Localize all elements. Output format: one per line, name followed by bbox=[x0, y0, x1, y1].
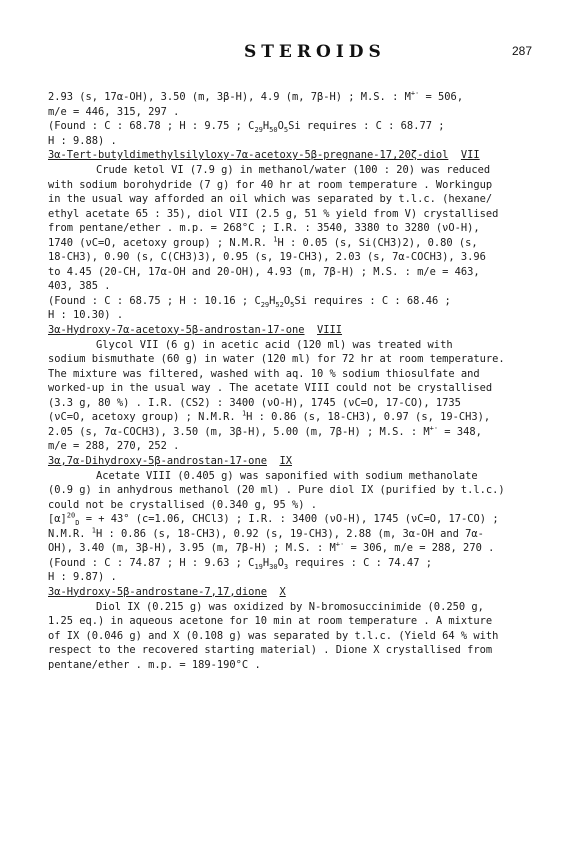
ms-line: 403, 385 . bbox=[48, 280, 111, 292]
text-line: with sodium borohydride (7 g) for 40 hr at room temperature . Workingup bbox=[48, 178, 493, 191]
ir-line: (3.3 g, 80 %) . I.R. (CS2) : 3400 (νO-H), 1745 (νC=O, 17-CO), 1735 bbox=[48, 396, 461, 409]
text-line: could not be crystallised (0.340 g, 95 %) . bbox=[48, 498, 317, 511]
page-header bbox=[48, 42, 532, 66]
nmr-line: 18-CH3), 0.90 (s, C(CH3)3), 0.95 (s, 19-CH3), 2.03 (s, 7α-COCH3), 3.96 bbox=[48, 251, 486, 263]
analysis-line: (Found : C : 74.87 ; H : 9.63 ; $C_{19}H_{30}O_3$ requires : C : 74.47 ; bbox=[48, 556, 432, 571]
section-compound-viii bbox=[48, 323, 538, 454]
text-line: from pentane/ether . m.p. = 268°C ; I.R. : 3540, 3380 to 3280 (νO-H), bbox=[48, 222, 480, 234]
nmr-line: (νC=O, acetoxy group) ; N.M.R. $^1$H : 0.86 (s, 18-CH3), 0.97 (s, 19-CH3), bbox=[48, 409, 491, 423]
text-line: pentane/ether . m.p. = 189-190°C . bbox=[48, 658, 261, 671]
text-line: 2.93 (s, 17α-OH), 3.50 (m, 3β-H), 4.9 (m, 7β-H) ; M.S. : M+· = 506, bbox=[48, 89, 464, 103]
rotation-line: $[\alpha]^{20}_D$ = + 43° (c=1.06, CHCl3) ; I.R. : 3400 (νO-H), 1745 (νC=O, 17-CO) ; bbox=[48, 511, 499, 528]
text-line: Diol IX (0.215 g) was oxidized by N-bromosuccinimide (0.250 g, bbox=[96, 600, 484, 613]
running-head: STEROIDS bbox=[244, 42, 386, 62]
text-line: ethyl acetate 65 : 35), diol VII (2.5 g, 51 % yield from V) crystallised bbox=[48, 207, 499, 220]
section-compound-vii bbox=[48, 148, 538, 323]
analysis-line: (Found : C : 68.78 ; H : 9.75 ; $C_{29}H_{50}O_5Si$ requires : C : 68.77 ; bbox=[48, 120, 445, 135]
section-heading: 3α-Hydroxy-5β-androstane-7,17,dione X bbox=[48, 585, 286, 598]
text-line: respect to the recovered starting material) . Dione X crystallised from bbox=[48, 644, 493, 656]
text-line: of IX (0.046 g) and X (0.108 g) was separated by t.l.c. (Yield 64 % with bbox=[48, 629, 499, 642]
text-line: worked-up in the usual way . The acetate VIII could not be crystallised bbox=[48, 382, 493, 394]
text-line: The mixture was filtered, washed with aq. 10 % sodium thiosulfate and bbox=[48, 367, 480, 380]
nmr-line: 2.05 (s, 7α-COCH3), 3.50 (m, 3β-H), 5.00 (m, 7β-H) ; M.S. : M+· = 348, bbox=[48, 424, 482, 438]
section-heading: 3α-Tert-butyldimethylsilyloxy-7α-acetoxy-5β-pregnane-17,20ζ-diol VII bbox=[48, 149, 480, 161]
nmr-line: 1740 (νC=O, acetoxy group) ; N.M.R. $^1$H : 0.05 (s, Si(CH3)2), 0.80 (s, bbox=[48, 235, 478, 249]
text-line: Crude ketol VI (7.9 g) in methanol/water (100 : 20) was reduced bbox=[96, 164, 491, 176]
section-compound-ix bbox=[48, 454, 538, 585]
text-line: H : 9.87) . bbox=[48, 571, 117, 583]
text-line: sodium bismuthate (60 g) in water (120 ml) for 72 hr at room temperature. bbox=[48, 353, 505, 365]
section-heading: 3α-Hydroxy-7α-acetoxy-5β-androstan-17-one VIII bbox=[48, 323, 343, 336]
text-line: m/e = 446, 315, 297 . bbox=[48, 105, 180, 118]
section-heading: 3α,7α-Dihydroxy-5β-androstan-17-one IX bbox=[48, 454, 292, 467]
page-body bbox=[48, 90, 538, 672]
text-line: Acetate VIII (0.405 g) was saponified with sodium methanolate bbox=[96, 469, 478, 482]
analysis-line: (Found : C : 68.75 ; H : 10.16 ; $C_{29}H_{52}O_5Si$ requires : C : 68.46 ; bbox=[48, 294, 451, 309]
text-line: H : 10.30) . bbox=[48, 309, 124, 321]
nmr-line: to 4.45 (20-CH, 17α-OH and 20-OH), 4.93 (m, 7β-H) ; M.S. : m/e = 463, bbox=[48, 265, 480, 278]
section-compound-x bbox=[48, 585, 538, 673]
text-line: (0.9 g) in anhydrous methanol (20 ml) . Pure diol IX (purified by t.l.c.) bbox=[48, 484, 505, 496]
ms-line: m/e = 288, 270, 252 . bbox=[48, 440, 180, 452]
text-line: H : 9.88) . bbox=[48, 134, 117, 147]
text-line: Glycol VII (6 g) in acetic acid (120 ml) was treated with bbox=[96, 338, 453, 351]
text-line: 1.25 eq.) in aqueous acetone for 10 min at room temperature . A mixture bbox=[48, 615, 493, 627]
text-line: in the usual way afforded an oil which was separated by t.l.c. (hexane/ bbox=[48, 193, 493, 205]
nmr-line: N.M.R. $^1$H : 0.86 (s, 18-CH3), 0.92 (s, 19-CH3), 2.88 (m, 3α-OH and 7α- bbox=[48, 526, 484, 540]
nmr-line: OH), 3.40 (m, 3β-H), 3.95 (m, 7β-H) ; M.S. : M+· = 306, m/e = 288, 270 . bbox=[48, 540, 495, 554]
continued-paragraph bbox=[48, 90, 538, 148]
page-number: 287 bbox=[511, 44, 532, 58]
